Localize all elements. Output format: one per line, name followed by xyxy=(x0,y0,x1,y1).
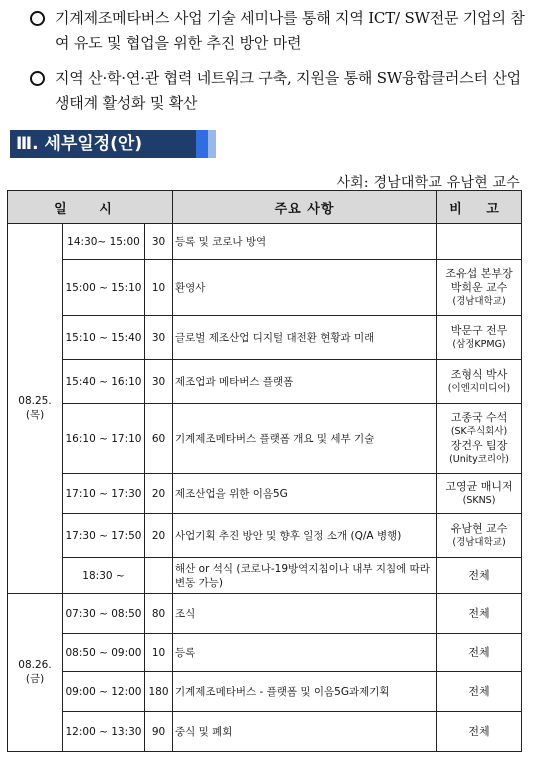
note-line: (Unity코리아) xyxy=(449,453,509,465)
note-cell xyxy=(437,360,522,404)
table-row xyxy=(8,404,522,474)
time-cell: 18:30 ~ xyxy=(63,558,145,594)
header-note: 비 고 xyxy=(437,191,522,224)
note-line: 조형식 박사 xyxy=(450,367,508,381)
note-cell xyxy=(437,474,522,514)
table-row xyxy=(8,594,522,634)
agenda-item-cell: 글로벌 제조산업 디지털 대전환 현황과 미래 xyxy=(173,316,437,360)
agenda-item-cell: 중식 및 폐회 xyxy=(173,712,437,752)
agenda-item-cell: 제조업과 메타버스 플랫폼 xyxy=(173,360,437,404)
agenda-item-cell: 제조산업을 위한 이음5G xyxy=(173,474,437,514)
table-row xyxy=(8,514,522,558)
table-row xyxy=(8,474,522,514)
note-line: (경남대학교) xyxy=(452,536,506,548)
note-line: (경남대학교) xyxy=(452,295,506,307)
note-cell xyxy=(437,712,522,752)
section-title: Ⅲ. 세부일정(안) xyxy=(10,130,216,158)
minutes-cell: 60 xyxy=(145,404,173,474)
agenda-item-cell: 기계제조메타버스 - 플랫폼 및 이음5G과제기획 xyxy=(173,672,437,712)
note-line: 전체 xyxy=(468,724,490,738)
table-row xyxy=(8,558,522,594)
note-line: 유남현 교수 xyxy=(450,521,508,535)
time-cell: 15:00 ~ 15:10 xyxy=(63,260,145,316)
note-cell xyxy=(437,514,522,558)
table-row xyxy=(8,634,522,672)
note-line: 조유섭 본부장 xyxy=(445,266,513,280)
note-cell xyxy=(437,224,522,260)
section-accent-bar xyxy=(196,130,208,158)
agenda-item-cell: 등록 xyxy=(173,634,437,672)
note-line: 고영균 매니저 xyxy=(445,479,513,493)
circle-bullet-icon xyxy=(30,71,45,86)
time-cell: 17:10 ~ 17:30 xyxy=(63,474,145,514)
table-row xyxy=(8,672,522,712)
time-cell: 15:40 ~ 16:10 xyxy=(63,360,145,404)
time-cell: 14:30~ 15:00 xyxy=(63,224,145,260)
table-row xyxy=(8,712,522,752)
time-cell: 15:10 ~ 15:40 xyxy=(63,316,145,360)
minutes-cell: 90 xyxy=(145,712,173,752)
schedule-table xyxy=(7,190,522,752)
header-content: 주요 사항 xyxy=(173,191,437,224)
section-accent-bar xyxy=(208,130,216,158)
note-line: (SK주식회사) xyxy=(450,425,508,437)
table-row xyxy=(8,224,522,260)
table-row xyxy=(8,360,522,404)
note-line: 전체 xyxy=(468,606,490,620)
minutes-cell: 30 xyxy=(145,360,173,404)
time-cell: 12:00 ~ 13:30 xyxy=(63,712,145,752)
note-line: 박희운 교수 xyxy=(450,280,508,294)
minutes-cell: 10 xyxy=(145,634,173,672)
agenda-item-cell: 환영사 xyxy=(173,260,437,316)
note-line: 박문구 전무 xyxy=(450,323,508,337)
time-cell: 09:00 ~ 12:00 xyxy=(63,672,145,712)
time-cell: 08:50 ~ 09:00 xyxy=(63,634,145,672)
minutes-cell: 20 xyxy=(145,474,173,514)
note-line: 전체 xyxy=(468,645,490,659)
moderator-label: 사회: 경남대학교 유남현 교수 xyxy=(336,175,520,191)
note-line: (SKNS) xyxy=(462,494,496,506)
agenda-item-cell: 기계제조메타버스 플랫폼 개요 및 세부 기술 xyxy=(173,404,437,474)
minutes-cell xyxy=(145,558,173,594)
note-line: 전체 xyxy=(468,684,490,698)
note-line: (이엔지미디어) xyxy=(447,382,511,394)
note-cell xyxy=(437,558,522,594)
header-date: 일 시 xyxy=(8,191,173,224)
minutes-cell: 30 xyxy=(145,224,173,260)
agenda-item-cell: 해산 or 석식 (코로나-19방역지침이나 내부 지침에 따라 변동 가능) xyxy=(173,558,437,594)
circle-bullet-icon xyxy=(30,11,45,26)
table-row xyxy=(8,260,522,316)
date-cell: 08.25.(목) xyxy=(8,224,63,594)
note-line: 고종국 수석 xyxy=(450,410,508,424)
note-line: (삼정KPMG) xyxy=(452,338,506,350)
agenda-item-cell: 사업기획 추진 방안 및 향후 일정 소개 (Q/A 병행) xyxy=(173,514,437,558)
note-cell xyxy=(437,316,522,360)
time-cell: 17:30 ~ 17:50 xyxy=(63,514,145,558)
note-line: 전체 xyxy=(468,568,490,582)
note-cell xyxy=(437,594,522,634)
table-body xyxy=(8,224,522,752)
minutes-cell: 180 xyxy=(145,672,173,712)
agenda-item-cell: 등록 및 코로나 방역 xyxy=(173,224,437,260)
bullet-text: 기계제조메타버스 사업 기술 세미나를 통해 지역 ICT/ SW전문 기업의 참여 유도 및 협업을 위한 추진 방안 마련 xyxy=(55,9,525,52)
minutes-cell: 20 xyxy=(145,514,173,558)
minutes-cell: 30 xyxy=(145,316,173,360)
bullet-text: 지역 산·학·연·관 협력 네트워크 구축, 지원을 통해 SW융합클러스터 산업 생태계 활성화 및 확산 xyxy=(55,69,521,112)
note-cell xyxy=(437,404,522,474)
note-line: 장건우 팀장 xyxy=(450,438,508,452)
note-cell xyxy=(437,634,522,672)
date-cell: 08.26.(금) xyxy=(8,594,63,752)
note-cell xyxy=(437,672,522,712)
table-header-row xyxy=(8,191,522,224)
note-cell xyxy=(437,260,522,316)
table-row xyxy=(8,316,522,360)
minutes-cell: 10 xyxy=(145,260,173,316)
minutes-cell: 80 xyxy=(145,594,173,634)
agenda-item-cell: 조식 xyxy=(173,594,437,634)
time-cell: 16:10 ~ 17:10 xyxy=(63,404,145,474)
time-cell: 07:30 ~ 08:50 xyxy=(63,594,145,634)
